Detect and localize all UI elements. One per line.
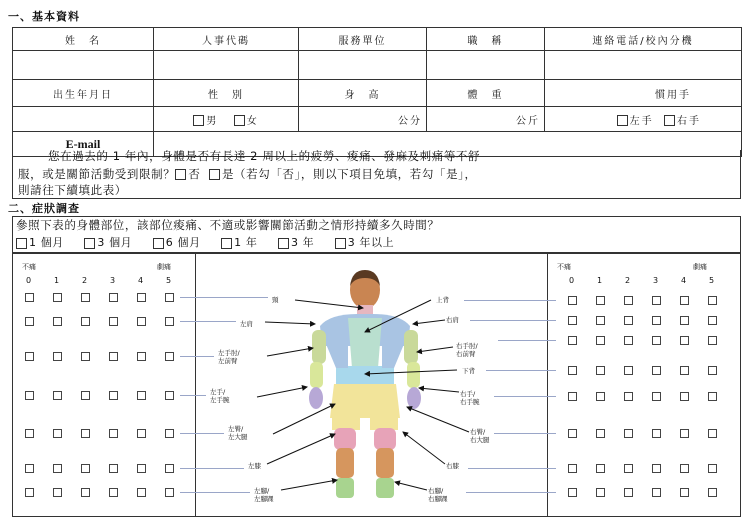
duration-3y-plus-label: 3 年以上 [347, 236, 395, 249]
left-rating-checkbox-r5-4[interactable] [137, 429, 146, 438]
phone-field[interactable] [545, 51, 742, 80]
leader-left-1 [180, 297, 268, 298]
right-rating-checkbox-r4-2[interactable] [624, 366, 633, 375]
left-rating-checkbox-r3-1[interactable] [53, 352, 62, 361]
right-scale-low: 不痛 [557, 263, 571, 271]
right-hand-label: 右手 [677, 115, 701, 127]
left-scale-number-4: 4 [138, 276, 144, 285]
left-rating-checkbox-r4-5[interactable] [165, 391, 174, 400]
right-rating-checkbox-r2-2[interactable] [624, 316, 633, 325]
header-birthdate: 出生年月日 [13, 80, 154, 107]
arrow-left-knee [267, 434, 335, 464]
left-rating-checkbox-r4-1[interactable] [53, 391, 62, 400]
question1-line3: 則請往下續填此表） [18, 183, 127, 197]
unit-field[interactable] [299, 51, 427, 80]
left-scale-number-3: 3 [110, 276, 116, 285]
duration-6m-label: 6 個月 [165, 236, 201, 249]
left-rating-checkbox-r3-0[interactable] [25, 352, 34, 361]
left-rating-checkbox-r3-4[interactable] [137, 352, 146, 361]
right-rating-checkbox-r3-1[interactable] [596, 336, 605, 345]
height-field[interactable] [299, 107, 427, 132]
right-rating-checkbox-r4-0[interactable] [568, 366, 577, 375]
left-rating-checkbox-r1-2[interactable] [81, 293, 90, 302]
leader-right-6 [494, 433, 556, 434]
right-rating-checkbox-r8-0[interactable] [568, 488, 577, 497]
left-rating-checkbox-r6-4[interactable] [137, 464, 146, 473]
left-rating-checkbox-r2-5[interactable] [165, 317, 174, 326]
right-rating-checkbox-r3-3[interactable] [652, 336, 661, 345]
left-rating-checkbox-r2-0[interactable] [25, 317, 34, 326]
leader-left-6 [180, 468, 244, 469]
right-rating-checkbox-r3-4[interactable] [680, 336, 689, 345]
label-left-knee: 左膝 [248, 462, 261, 470]
right-rating-checkbox-r6-1[interactable] [596, 429, 605, 438]
left-rating-checkbox-r5-5[interactable] [165, 429, 174, 438]
leader-right-7 [468, 468, 556, 469]
leader-right-3 [498, 340, 556, 341]
left-rating-checkbox-r5-2[interactable] [81, 429, 90, 438]
left-rating-checkbox-r1-4[interactable] [137, 293, 146, 302]
duration-1m-checkbox[interactable] [16, 238, 27, 249]
label-lower-back: 下背 [462, 367, 475, 375]
arrow-right-shoulder [413, 320, 445, 324]
left-rating-checkbox-r4-3[interactable] [109, 391, 118, 400]
header-handedness: 慣用手 [545, 80, 742, 107]
right-rating-checkbox-r5-1[interactable] [596, 392, 605, 401]
right-rating-checkbox-r2-3[interactable] [652, 316, 661, 325]
arrow-lower-back [365, 370, 457, 374]
gender-field [154, 107, 299, 132]
right-scale-number-4: 4 [681, 276, 687, 285]
arrow-left-thigh [273, 404, 335, 434]
right-rating-checkbox-r6-4[interactable] [680, 429, 689, 438]
label-neck: 頸 [272, 296, 279, 304]
weight-field[interactable] [427, 107, 545, 132]
right-rating-checkbox-r1-4[interactable] [680, 296, 689, 305]
left-rating-checkbox-r7-5[interactable] [165, 488, 174, 497]
right-rating-checkbox-r3-0[interactable] [568, 336, 577, 345]
label-upper-back: 上背 [436, 296, 449, 304]
arrow-right-thigh [407, 407, 469, 432]
right-rating-checkbox-r7-2[interactable] [624, 464, 633, 473]
arrow-left-ankle [281, 480, 337, 490]
right-rating-checkbox-r2-1[interactable] [596, 316, 605, 325]
leader-left-2 [180, 321, 236, 322]
label-right-shoulder: 右肩 [446, 316, 459, 324]
duration-1y-checkbox[interactable] [221, 238, 232, 249]
label-left-thigh: 左臀/ 左大腿 [228, 425, 248, 441]
right-rating-checkbox-r1-0[interactable] [568, 296, 577, 305]
left-hand-label: 左手 [629, 115, 654, 127]
duration-3m-label: 3 個月 [97, 236, 133, 249]
left-rating-checkbox-r4-0[interactable] [25, 391, 34, 400]
staff-code-field[interactable] [154, 51, 299, 80]
header-staff-code: 人事代碼 [154, 28, 299, 51]
left-scale-number-1: 1 [54, 276, 60, 285]
leader-left-5 [180, 433, 224, 434]
header-weight: 體 重 [427, 80, 545, 107]
right-rating-checkbox-r7-5[interactable] [708, 464, 717, 473]
right-rating-checkbox-r2-4[interactable] [680, 316, 689, 325]
handedness-field [545, 107, 742, 132]
label-right-thigh: 右臀/ 右大腿 [470, 428, 490, 444]
right-rating-checkbox-r3-5[interactable] [708, 336, 717, 345]
left-rating-checkbox-r2-4[interactable] [137, 317, 146, 326]
right-rating-checkbox-r6-0[interactable] [568, 429, 577, 438]
birthdate-field[interactable] [13, 107, 154, 132]
right-rating-checkbox-r5-2[interactable] [624, 392, 633, 401]
leader-left-3 [180, 356, 214, 357]
left-rating-checkbox-r3-2[interactable] [81, 352, 90, 361]
left-scale-low: 不痛 [22, 263, 36, 271]
right-rating-checkbox-r6-2[interactable] [624, 429, 633, 438]
arrow-right-ankle [395, 482, 427, 490]
header-gender: 性 別 [154, 80, 299, 107]
leader-right-5 [494, 396, 556, 397]
duration-6m-checkbox[interactable] [153, 238, 164, 249]
female-label: 女 [246, 115, 259, 127]
leader-right-8 [466, 492, 556, 493]
duration-3y-plus-checkbox[interactable] [335, 238, 346, 249]
right-rating-checkbox-r8-4[interactable] [680, 488, 689, 497]
female-checkbox[interactable] [234, 115, 245, 126]
right-scale-number-5: 5 [709, 276, 715, 285]
header-phone: 連絡電話/校內分機 [545, 28, 742, 51]
right-rating-checkbox-r8-1[interactable] [596, 488, 605, 497]
label-right-knee: 右膝 [446, 462, 459, 470]
left-rating-checkbox-r3-3[interactable] [109, 352, 118, 361]
name-field[interactable] [13, 51, 154, 80]
height-unit: 公分 [398, 115, 422, 127]
left-rating-checkbox-r6-2[interactable] [81, 464, 90, 473]
left-rating-checkbox-r5-1[interactable] [53, 429, 62, 438]
left-scale-number-5: 5 [166, 276, 172, 285]
left-rating-checkbox-r7-4[interactable] [137, 488, 146, 497]
arrow-neck [295, 300, 363, 308]
right-rating-checkbox-r5-5[interactable] [708, 392, 717, 401]
right-rating-checkbox-r2-5[interactable] [708, 316, 717, 325]
male-checkbox[interactable] [193, 115, 204, 126]
question1-line1: 您在過去的 1 年內，身體是否有長達 2 周以上的疲勞、痠痛、發麻及刺痛等不舒 [48, 149, 481, 163]
no-label: 否 [188, 167, 201, 181]
body-chart-divider-right [547, 252, 548, 516]
right-rating-checkbox-r5-0[interactable] [568, 392, 577, 401]
header-title: 職 稱 [427, 28, 545, 51]
right-rating-checkbox-r1-1[interactable] [596, 296, 605, 305]
left-rating-checkbox-r1-1[interactable] [53, 293, 62, 302]
arrow-left-elbow [267, 348, 313, 356]
right-scale-number-0: 0 [569, 276, 575, 285]
duration-3y-checkbox[interactable] [278, 238, 289, 249]
right-scale-high: 劇痛 [693, 263, 707, 271]
label-left-shoulder: 左肩 [240, 320, 253, 328]
right-rating-checkbox-r8-3[interactable] [652, 488, 661, 497]
leader-right-2 [470, 320, 556, 321]
right-rating-checkbox-r4-5[interactable] [708, 366, 717, 375]
right-rating-checkbox-r7-1[interactable] [596, 464, 605, 473]
left-rating-checkbox-r6-1[interactable] [53, 464, 62, 473]
left-rating-checkbox-r1-5[interactable] [165, 293, 174, 302]
right-rating-checkbox-r5-4[interactable] [680, 392, 689, 401]
left-scale-number-2: 2 [82, 276, 88, 285]
right-scale-numbers [563, 276, 723, 288]
label-left-ankle: 左腳/ 左腳踝 [254, 487, 274, 503]
right-rating-checkbox-r2-0[interactable] [568, 316, 577, 325]
yes-checkbox[interactable] [209, 169, 220, 180]
arrow-right-wrist [419, 388, 459, 392]
right-rating-checkbox-r3-2[interactable] [624, 336, 633, 345]
label-right-ankle: 右腳/ 右腳踝 [428, 487, 448, 503]
leader-left-4 [180, 395, 206, 396]
left-scale-numbers [20, 276, 180, 288]
left-rating-checkbox-r3-5[interactable] [165, 352, 174, 361]
left-rating-checkbox-r2-3[interactable] [109, 317, 118, 326]
right-scale-number-3: 3 [653, 276, 659, 285]
question1-line2: 服，或是關節活動受到限制？ 否 是（若勾「否」，則以下項目免填，若勾「是」， [18, 167, 477, 181]
email-label: E-mail [13, 132, 154, 157]
left-rating-checkbox-r7-1[interactable] [53, 488, 62, 497]
left-scale-high: 劇痛 [157, 263, 171, 271]
section2-title: 二、症狀調查 [8, 202, 80, 215]
right-rating-checkbox-r6-3[interactable] [652, 429, 661, 438]
left-rating-checkbox-r5-3[interactable] [109, 429, 118, 438]
right-rating-checkbox-r7-4[interactable] [680, 464, 689, 473]
left-rating-checkbox-r6-3[interactable] [109, 464, 118, 473]
right-rating-checkbox-r8-2[interactable] [624, 488, 633, 497]
left-rating-checkbox-r7-2[interactable] [81, 488, 90, 497]
basic-info-table [12, 27, 742, 157]
right-rating-checkbox-r4-3[interactable] [652, 366, 661, 375]
right-rating-checkbox-r1-3[interactable] [652, 296, 661, 305]
right-rating-grid [563, 290, 733, 510]
section1-title: 一、基本資料 [8, 10, 80, 23]
right-rating-checkbox-r5-3[interactable] [652, 392, 661, 401]
left-rating-checkbox-r4-2[interactable] [81, 391, 90, 400]
left-rating-checkbox-r4-4[interactable] [137, 391, 146, 400]
duration-3m-checkbox[interactable] [84, 238, 95, 249]
right-scale-number-2: 2 [625, 276, 631, 285]
left-rating-grid [20, 290, 190, 510]
right-scale-number-1: 1 [597, 276, 603, 285]
right-hand-checkbox[interactable] [664, 115, 675, 126]
leader-right-4 [486, 370, 556, 371]
arrow-layer [195, 252, 547, 516]
left-rating-checkbox-r2-2[interactable] [81, 317, 90, 326]
right-rating-checkbox-r7-3[interactable] [652, 464, 661, 473]
yes-label: 是（若勾「否」，則以下項目免填，若勾「是」， [221, 167, 477, 181]
duration-options [16, 234, 394, 251]
right-rating-checkbox-r8-5[interactable] [708, 488, 717, 497]
right-rating-checkbox-r6-5[interactable] [708, 429, 717, 438]
arrow-left-shoulder [265, 322, 315, 324]
header-height: 身 高 [299, 80, 427, 107]
arrow-right-knee [403, 432, 445, 464]
weight-unit: 公斤 [516, 115, 540, 127]
question2-text: 參照下表的身體部位，該部位痠痛、不適或影響關節活動之情形持續多久時間？ [16, 218, 440, 232]
left-rating-checkbox-r2-1[interactable] [53, 317, 62, 326]
label-left-elbow: 左手肘/ 左前臂 [218, 349, 240, 365]
arrow-upper-back [365, 300, 431, 332]
label-right-elbow: 右手肘/ 右前臂 [456, 342, 478, 358]
label-right-wrist: 右手/ 右手腕 [460, 390, 480, 406]
left-rating-checkbox-r7-3[interactable] [109, 488, 118, 497]
title-field[interactable] [427, 51, 545, 80]
duration-3y-label: 3 年 [290, 236, 315, 249]
left-rating-checkbox-r5-0[interactable] [25, 429, 34, 438]
left-rating-checkbox-r6-5[interactable] [165, 464, 174, 473]
header-name: 姓 名 [13, 28, 154, 51]
leader-right-1 [464, 300, 556, 301]
leader-left-7 [180, 492, 250, 493]
left-hand-checkbox[interactable] [617, 115, 628, 126]
left-scale-number-0: 0 [26, 276, 32, 285]
right-rating-checkbox-r4-1[interactable] [596, 366, 605, 375]
right-rating-checkbox-r1-5[interactable] [708, 296, 717, 305]
left-rating-checkbox-r1-3[interactable] [109, 293, 118, 302]
no-checkbox[interactable] [175, 169, 186, 180]
arrow-left-wrist [257, 387, 307, 397]
right-rating-checkbox-r1-2[interactable] [624, 296, 633, 305]
header-unit: 服務單位 [299, 28, 427, 51]
male-label: 男 [206, 115, 219, 127]
left-rating-checkbox-r7-0[interactable] [25, 488, 34, 497]
arrow-right-elbow [417, 347, 453, 352]
duration-1y-label: 1 年 [234, 236, 258, 249]
left-rating-checkbox-r6-0[interactable] [25, 464, 34, 473]
duration-1m-label: 1 個月 [29, 236, 64, 249]
right-rating-checkbox-r4-4[interactable] [680, 366, 689, 375]
right-rating-checkbox-r7-0[interactable] [568, 464, 577, 473]
label-left-wrist: 左手/ 左手腕 [210, 388, 230, 404]
left-rating-checkbox-r1-0[interactable] [25, 293, 34, 302]
